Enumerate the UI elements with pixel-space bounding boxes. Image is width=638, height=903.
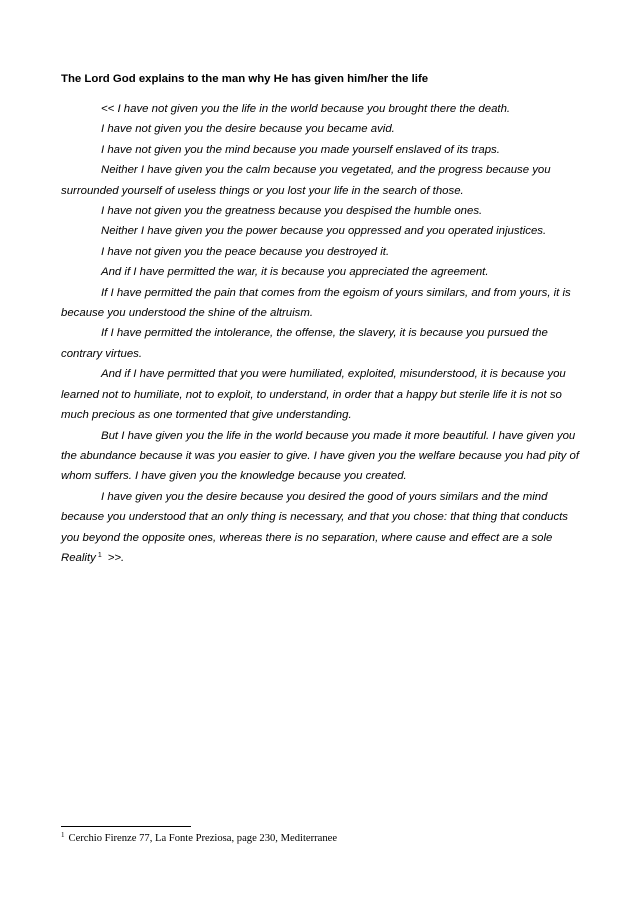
paragraph: And if I have permitted the war, it is because you appreciated the agreement. xyxy=(101,266,489,279)
paragraph: Neither I have given you the power because you oppressed and you operated injustices. xyxy=(101,225,547,238)
footnote-reference[interactable]: 1 xyxy=(97,551,102,559)
paragraph: Neither I have given you the calm because you vegetated, and the progress because you surrounded yourself of useless things or you lost your life in the search of those. xyxy=(61,164,551,197)
footnote xyxy=(61,832,581,846)
paragraph: But I have given you the life in the world because you made it more beautiful. I have given you the abundance because it was you easier to give. I have given you the welfare because you had pity of whom suffers. I have given you the knowledge because you created. xyxy=(61,429,579,483)
closing-quote-mark: >>. xyxy=(107,551,125,564)
paragraph: If I have permitted the pain that comes from the egoism of yours similars, and from yours, it is because you understood the shine of the altruism. xyxy=(61,286,571,320)
paragraph: I have not given you the mind because you made yourself enslaved of its traps. xyxy=(101,143,500,156)
footnote-number: 1 xyxy=(61,831,65,839)
paragraph-last-text: I have given you the desire because you desired the good of yours similars and the mind because you understood that an only thing is necessary, and that you chose: that thing that conducts you beyond the opposite ones, whereas there is no separation, where cause and effect are a sole Reality xyxy=(61,490,569,564)
paragraph: If I have permitted the intolerance, the offense, the slavery, it is because you pursued the contrary virtues. xyxy=(61,327,548,360)
document-title: The Lord God explains to the man why He has given him/her the life xyxy=(61,73,429,85)
footnote-divider xyxy=(61,826,191,827)
paragraph: I have not given you the greatness because you despised the humble ones. xyxy=(101,205,483,218)
paragraph: I have not given you the peace because you destroyed it. xyxy=(101,245,390,258)
paragraph-last xyxy=(61,487,581,569)
paragraph: << I have not given you the life in the world because you brought there the death. xyxy=(101,103,511,115)
paragraph: And if I have permitted that you were humiliated, exploited, misunderstood, it is because you learned not to humiliate, not to exploit, to understand, in order that a happy but sterile life it is not so much precious as one tormented that give understanding. xyxy=(61,368,566,422)
footnote-text: Cerchio Firenze 77, La Fonte Preziosa, page 230, Mediterranee xyxy=(68,833,338,844)
paragraph: I have not given you the desire because you became avid. xyxy=(101,123,395,136)
document-body xyxy=(61,99,581,568)
